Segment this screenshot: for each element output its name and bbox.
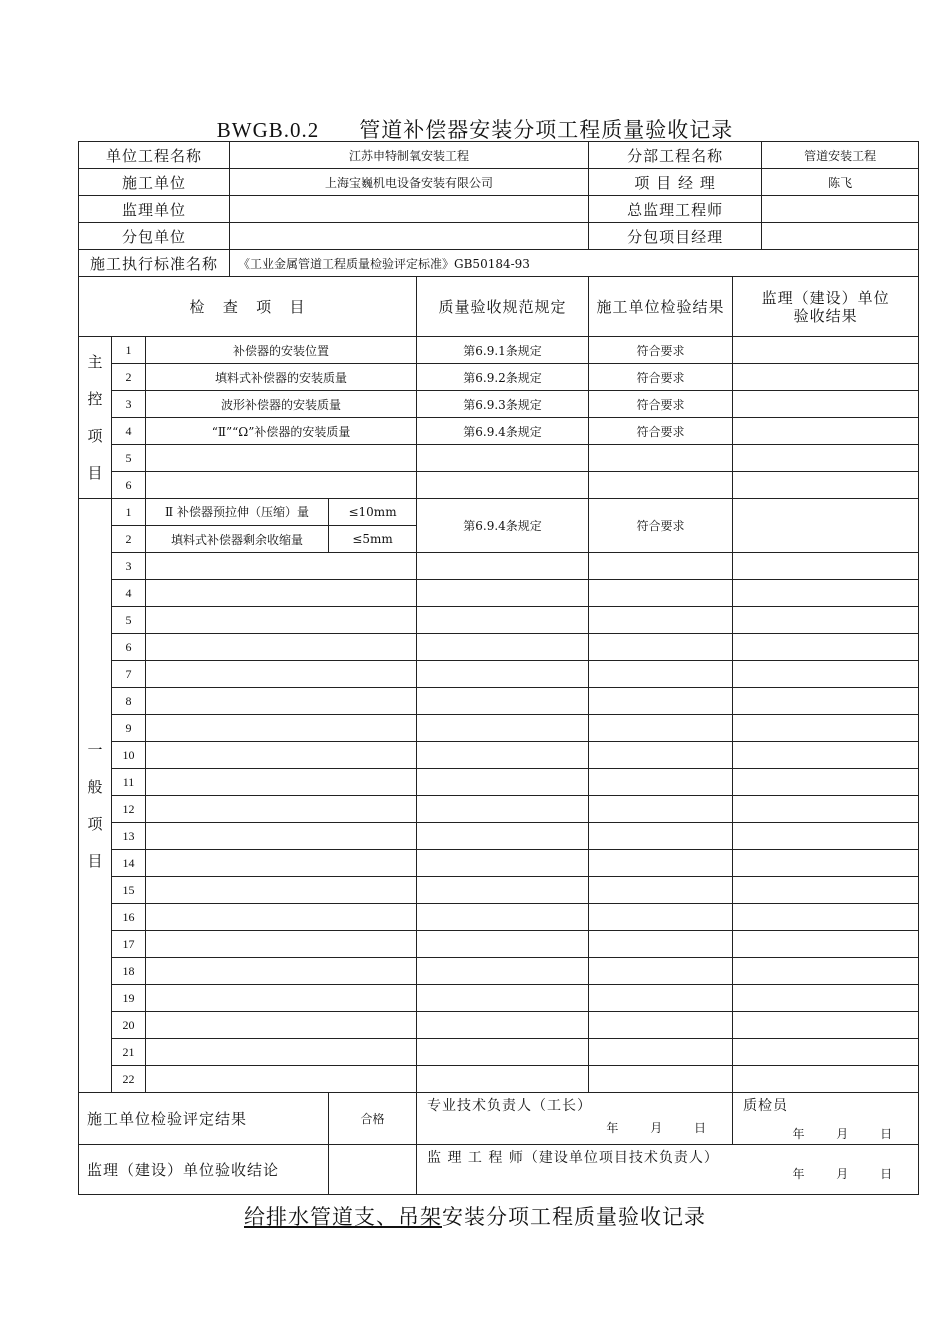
supervision-cell[interactable] [733,904,919,931]
main-control-label [79,337,112,499]
check-item[interactable] [146,1012,417,1039]
chief-engineer-value[interactable] [762,196,919,223]
general-row [79,958,919,985]
row-number: 10 [112,742,146,769]
result-cell[interactable] [589,607,733,634]
row-number: 7 [112,661,146,688]
main-control-char: 控 [87,389,103,408]
result-cell[interactable] [589,1012,733,1039]
supervision-result-header-line2: 验收结果 [793,306,858,325]
row-number: 22 [112,1066,146,1093]
result-cell[interactable] [589,769,733,796]
chief-engineer-label: 总监理工程师 [589,196,762,223]
acceptance-record-table [78,141,919,1195]
row-number: 18 [112,958,146,985]
row-number: 14 [112,850,146,877]
spec-cell[interactable] [417,472,589,499]
supervision-cell[interactable] [733,418,919,445]
check-item[interactable] [146,472,417,499]
general-row [79,904,919,931]
info-row [79,223,919,250]
result-cell[interactable] [589,904,733,931]
supervision-cell[interactable] [733,472,919,499]
result-cell: 符合要求 [589,499,733,553]
result-cell[interactable] [589,931,733,958]
main-control-row [79,472,919,499]
general-char: 项 [87,814,103,833]
row-number: 19 [112,985,146,1012]
supervision-unit-value[interactable] [230,196,589,223]
row-number: 13 [112,823,146,850]
general-row [79,499,919,526]
row-number: 11 [112,769,146,796]
spec-cell[interactable] [417,661,589,688]
tech-leader-label: 专业技术负责人（工长） [427,1098,593,1114]
result-cell[interactable] [589,877,733,904]
row-number: 6 [112,472,146,499]
subcontract-pm-label: 分包项目经理 [589,223,762,250]
main-control-row [79,391,919,418]
page-title [0,114,950,142]
supervision-engineer-date: 年 月 日 [792,1167,907,1181]
standard-value: 《工业金属管道工程质量检验评定标准》GB50184-93 [230,250,919,277]
supervision-cell[interactable] [733,337,919,364]
result-cell[interactable] [589,715,733,742]
supervision-cell[interactable] [733,607,919,634]
supervision-cell[interactable] [733,688,919,715]
check-item[interactable] [146,1039,417,1066]
spec-cell[interactable] [417,688,589,715]
info-row [79,196,919,223]
row-number: 21 [112,1039,146,1066]
info-row [79,142,919,169]
spec-cell[interactable] [417,904,589,931]
check-item[interactable] [146,877,417,904]
supervision-cell[interactable] [733,1012,919,1039]
subcontract-unit-label: 分包单位 [79,223,230,250]
main-control-char: 目 [87,463,103,482]
result-cell[interactable] [589,958,733,985]
general-row [79,1039,919,1066]
check-item[interactable] [146,742,417,769]
general-row [79,796,919,823]
supervision-cell[interactable] [733,391,919,418]
check-item-header: 检 查 项 目 [79,277,417,337]
check-item[interactable] [146,634,417,661]
row-number: 6 [112,634,146,661]
check-item: 填料式补偿器的安装质量 [146,364,417,391]
general-char: 目 [87,851,103,870]
supervision-cell[interactable] [733,877,919,904]
spec-cell[interactable] [417,742,589,769]
general-row [79,877,919,904]
check-item[interactable] [146,985,417,1012]
check-item[interactable] [146,850,417,877]
supervision-unit-label: 监理单位 [79,196,230,223]
check-item[interactable] [146,958,417,985]
general-row [79,688,919,715]
main-control-char: 主 [87,352,103,371]
spec-cell[interactable] [417,877,589,904]
row-number: 3 [112,391,146,418]
supervision-cell[interactable] [733,958,919,985]
general-row [79,580,919,607]
result-cell: 符合要求 [589,418,733,445]
info-row [79,169,919,196]
spec-cell[interactable] [417,715,589,742]
row-number: 12 [112,796,146,823]
supervision-conclusion-row [79,1145,919,1195]
spec-cell[interactable] [417,1039,589,1066]
check-item[interactable] [146,445,417,472]
row-number: 8 [112,688,146,715]
check-item[interactable] [146,796,417,823]
subcontract-unit-value[interactable] [230,223,589,250]
row-number: 3 [112,553,146,580]
project-manager-value: 陈飞 [762,169,919,196]
row-number: 16 [112,904,146,931]
spec-cell[interactable] [417,823,589,850]
result-cell[interactable] [589,1039,733,1066]
form-name: 管道补偿器安装分项工程质量验收记录 [359,118,734,142]
construction-unit-label: 施工单位 [79,169,230,196]
main-control-row [79,364,919,391]
spec-cell[interactable] [417,985,589,1012]
result-cell[interactable] [589,472,733,499]
supervision-cell[interactable] [733,580,919,607]
row-number: 15 [112,877,146,904]
supervision-cell[interactable] [733,1039,919,1066]
spec-cell[interactable] [417,958,589,985]
general-row [79,823,919,850]
check-item[interactable] [146,769,417,796]
supervision-cell[interactable] [733,553,919,580]
supervision-cell[interactable] [733,985,919,1012]
unit-project-value: 江苏申特制氧安装工程 [230,142,589,169]
supervision-result-header [733,277,919,337]
spec-cell[interactable] [417,553,589,580]
supervision-cell[interactable] [733,715,919,742]
check-item[interactable] [146,715,417,742]
supervision-cell[interactable] [733,931,919,958]
next-form-title-underlined: 给排水管道支、吊架 [244,1205,442,1229]
column-header-row [79,277,919,337]
supervision-cell[interactable] [733,823,919,850]
row-number: 4 [112,418,146,445]
supervision-cell[interactable] [733,364,919,391]
check-item: 补偿器的安装位置 [146,337,417,364]
general-row [79,931,919,958]
check-item[interactable] [146,1066,417,1093]
supervision-engineer-label: 监 理 工 程 师（建设单位项目技术负责人） [427,1150,719,1166]
row-number: 1 [112,337,146,364]
result-cell[interactable] [589,445,733,472]
check-item[interactable] [146,931,417,958]
result-cell: 符合要求 [589,337,733,364]
spec-cell[interactable] [417,607,589,634]
spec-cell: 第6.9.3条规定 [417,391,589,418]
spec-cell[interactable] [417,1066,589,1093]
main-control-row [79,418,919,445]
spec-cell: 第6.9.4条规定 [417,499,589,553]
general-row [79,607,919,634]
general-row [79,661,919,688]
general-row [79,850,919,877]
standard-label: 施工执行标准名称 [79,250,230,277]
supervision-cell[interactable] [733,499,919,553]
check-item[interactable] [146,904,417,931]
info-row [79,250,919,277]
check-item: 波形补偿器的安装质量 [146,391,417,418]
construction-eval-row [79,1093,919,1145]
row-number: 5 [112,607,146,634]
result-cell[interactable] [589,580,733,607]
supervision-result-header-line1: 监理（建设）单位 [761,288,890,307]
project-manager-label: 项 目 经 理 [589,169,762,196]
sub-project-value: 管道安装工程 [762,142,919,169]
main-control-char: 项 [87,426,103,445]
supervision-cell[interactable] [733,445,919,472]
supervision-cell[interactable] [733,1066,919,1093]
form-code: BWGB.0.2 [216,118,320,142]
construction-result-header: 施工单位检验结果 [589,277,733,337]
supervision-cell[interactable] [733,850,919,877]
general-char: 般 [87,777,103,796]
general-char: 一 [87,740,103,759]
check-item[interactable] [146,688,417,715]
check-item: “Ⅱ”“Ω”补偿器的安装质量 [146,418,417,445]
result-cell[interactable] [589,823,733,850]
main-control-row [79,337,919,364]
result-cell[interactable] [589,985,733,1012]
check-item[interactable] [146,553,417,580]
tech-leader-date: 年 月 日 [606,1121,721,1135]
spec-cell: 第6.9.4条规定 [417,418,589,445]
spec-cell[interactable] [417,769,589,796]
spec-cell[interactable] [417,445,589,472]
supervision-cell[interactable] [733,769,919,796]
next-form-title [0,1201,950,1231]
supervision-cell[interactable] [733,661,919,688]
row-number: 17 [112,931,146,958]
limit-value: ≤5mm [329,526,417,553]
inspector-date: 年 月 日 [792,1127,907,1141]
spec-cell[interactable] [417,796,589,823]
check-item: 填料式补偿器剩余收缩量 [146,526,329,553]
limit-value: ≤10mm [329,499,417,526]
general-items-label [79,499,112,1093]
result-cell[interactable] [589,634,733,661]
result-cell[interactable] [589,553,733,580]
general-row [79,1012,919,1039]
general-row [79,769,919,796]
supervision-cell[interactable] [733,634,919,661]
result-cell[interactable] [589,1066,733,1093]
spec-cell[interactable] [417,850,589,877]
row-number: 5 [112,445,146,472]
general-row [79,985,919,1012]
inspector-label: 质检员 [743,1098,789,1114]
supervision-engineer-cell[interactable] [417,1145,919,1195]
spec-cell: 第6.9.2条规定 [417,364,589,391]
check-item: Ⅱ 补偿器预拉伸（压缩）量 [146,499,329,526]
construction-eval-label: 施工单位检验评定结果 [79,1093,329,1145]
row-number: 20 [112,1012,146,1039]
next-form-title-rest: 安装分项工程质量验收记录 [442,1205,706,1229]
result-cell[interactable] [589,796,733,823]
result-cell[interactable] [589,661,733,688]
inspector-cell[interactable] [733,1093,919,1145]
construction-unit-value: 上海宝巍机电设备安装有限公司 [230,169,589,196]
supervision-cell[interactable] [733,742,919,769]
unit-project-label: 单位工程名称 [79,142,230,169]
row-number: 1 [112,499,146,526]
check-item[interactable] [146,661,417,688]
construction-eval-value: 合格 [329,1093,417,1145]
spec-cell[interactable] [417,634,589,661]
row-number: 4 [112,580,146,607]
result-cell[interactable] [589,742,733,769]
result-cell: 符合要求 [589,364,733,391]
check-item[interactable] [146,607,417,634]
general-row [79,742,919,769]
supervision-cell[interactable] [733,796,919,823]
general-row [79,715,919,742]
row-number: 9 [112,715,146,742]
general-row [79,634,919,661]
tech-leader-cell[interactable] [417,1093,733,1145]
spec-cell[interactable] [417,1012,589,1039]
result-cell[interactable] [589,688,733,715]
general-row [79,1066,919,1093]
sub-project-label: 分部工程名称 [589,142,762,169]
supervision-conclusion-label: 监理（建设）单位验收结论 [79,1145,329,1195]
check-item[interactable] [146,823,417,850]
row-number: 2 [112,364,146,391]
spec-cell[interactable] [417,931,589,958]
subcontract-pm-value[interactable] [762,223,919,250]
check-item[interactable] [146,580,417,607]
spec-cell: 第6.9.1条规定 [417,337,589,364]
result-cell: 符合要求 [589,391,733,418]
row-number: 2 [112,526,146,553]
spec-header: 质量验收规范规定 [417,277,589,337]
general-row [79,553,919,580]
spec-cell[interactable] [417,580,589,607]
result-cell[interactable] [589,850,733,877]
main-control-row [79,445,919,472]
supervision-conclusion-value[interactable] [329,1145,417,1195]
